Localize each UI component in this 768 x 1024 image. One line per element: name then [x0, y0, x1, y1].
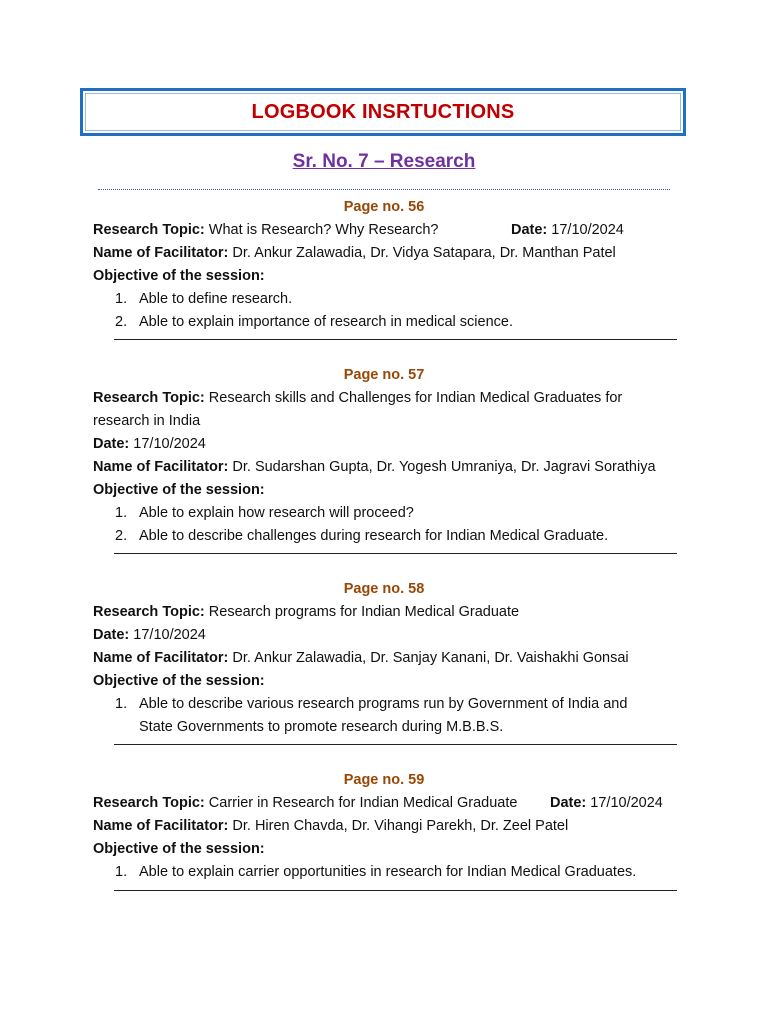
objective-label: Objective of the session: — [93, 841, 265, 857]
list-text: Able to explain how research will proceed? — [139, 505, 414, 521]
facilitator-value: Dr. Sudarshan Gupta, Dr. Yogesh Umraniya, Dr. Jagravi Sorathiya — [232, 459, 656, 475]
topic-label: Research Topic: — [93, 604, 205, 620]
facilitator-label: Name of Facilitator: — [93, 650, 229, 666]
list-item — [93, 288, 693, 311]
list-text: Able to describe challenges during research for Indian Medical Graduate. — [139, 528, 609, 544]
topic-value: What is Research? Why Research? — [208, 222, 439, 238]
facilitator-label: Name of Facilitator: — [93, 459, 229, 475]
session-block-59 — [93, 769, 693, 884]
dotted-divider — [98, 189, 670, 190]
facilitator-row — [93, 815, 693, 838]
list-number: 2. — [115, 314, 128, 330]
title-box — [80, 88, 686, 136]
objective-list — [93, 861, 693, 884]
objective-label: Objective of the session: — [93, 673, 265, 689]
list-text: Able to define research. — [139, 291, 293, 307]
date-label: Date: — [93, 436, 130, 452]
list-number: 1. — [115, 291, 128, 307]
objective-label: Objective of the session: — [93, 482, 265, 498]
session-block-57 — [93, 364, 693, 548]
page-number: Page no. 56 — [343, 199, 425, 215]
topic-label: Research Topic: — [93, 390, 205, 406]
list-number: 1. — [115, 864, 128, 880]
facilitator-value: Dr. Ankur Zalawadia, Dr. Vidya Satapara, Dr. Manthan Patel — [232, 245, 616, 261]
list-number: 2. — [115, 528, 128, 544]
list-text-continuation: State Governments to promote research during M.B.B.S. — [139, 719, 504, 735]
topic-row — [93, 219, 693, 242]
date-label: Date: — [93, 627, 130, 643]
topic-label: Research Topic: — [93, 222, 205, 238]
topic-label: Research Topic: — [93, 795, 205, 811]
date-row — [93, 624, 693, 647]
date-inline — [550, 792, 663, 815]
facilitator-row — [93, 456, 693, 479]
facilitator-row — [93, 242, 693, 265]
date-value: 17/10/2024 — [133, 436, 206, 452]
list-item — [93, 311, 693, 334]
date-inline — [511, 219, 624, 242]
topic-row — [93, 601, 693, 624]
topic-continuation: research in India — [93, 413, 201, 429]
page-title: LOGBOOK INSRTUCTIONS — [251, 100, 515, 123]
facilitator-row — [93, 647, 693, 670]
facilitator-label: Name of Facilitator: — [93, 245, 229, 261]
section-divider — [114, 339, 677, 340]
subtitle — [0, 151, 768, 173]
topic-value: Carrier in Research for Indian Medical Graduate — [208, 795, 518, 811]
objective-list — [93, 693, 693, 739]
topic-value: Research skills and Challenges for Indian Medical Graduates for — [208, 390, 623, 406]
subtitle-text: Sr. No. 7 – Research — [292, 151, 476, 172]
topic-row — [93, 387, 693, 410]
section-divider — [114, 553, 677, 554]
date-label: Date: — [550, 795, 587, 811]
page-number: Page no. 57 — [343, 367, 425, 383]
date-value: 17/10/2024 — [551, 222, 624, 238]
objective-list — [93, 502, 693, 548]
facilitator-label: Name of Facilitator: — [93, 818, 229, 834]
session-block-58 — [93, 578, 693, 739]
topic-row — [93, 792, 693, 815]
session-block-56 — [93, 196, 693, 334]
list-item — [93, 525, 693, 548]
section-divider — [114, 744, 677, 745]
list-text: Able to explain carrier opportunities in research for Indian Medical Graduates. — [139, 864, 637, 880]
list-text: Able to describe various research programs run by Government of India and — [139, 696, 628, 712]
list-item — [93, 502, 693, 525]
facilitator-value: Dr. Ankur Zalawadia, Dr. Sanjay Kanani, Dr. Vaishakhi Gonsai — [232, 650, 629, 666]
date-value: 17/10/2024 — [133, 627, 206, 643]
page-number: Page no. 59 — [343, 772, 425, 788]
list-number: 1. — [115, 505, 128, 521]
list-item — [93, 693, 693, 739]
date-value: 17/10/2024 — [590, 795, 663, 811]
date-row — [93, 433, 693, 456]
date-label: Date: — [511, 222, 548, 238]
list-number: 1. — [115, 696, 128, 712]
section-divider — [114, 890, 677, 891]
facilitator-value: Dr. Hiren Chavda, Dr. Vihangi Parekh, Dr. Zeel Patel — [232, 818, 569, 834]
objective-label: Objective of the session: — [93, 268, 265, 284]
page-number: Page no. 58 — [343, 581, 425, 597]
objective-list — [93, 288, 693, 334]
list-item — [93, 861, 693, 884]
topic-value: Research programs for Indian Medical Graduate — [208, 604, 520, 620]
list-text: Able to explain importance of research in medical science. — [139, 314, 513, 330]
